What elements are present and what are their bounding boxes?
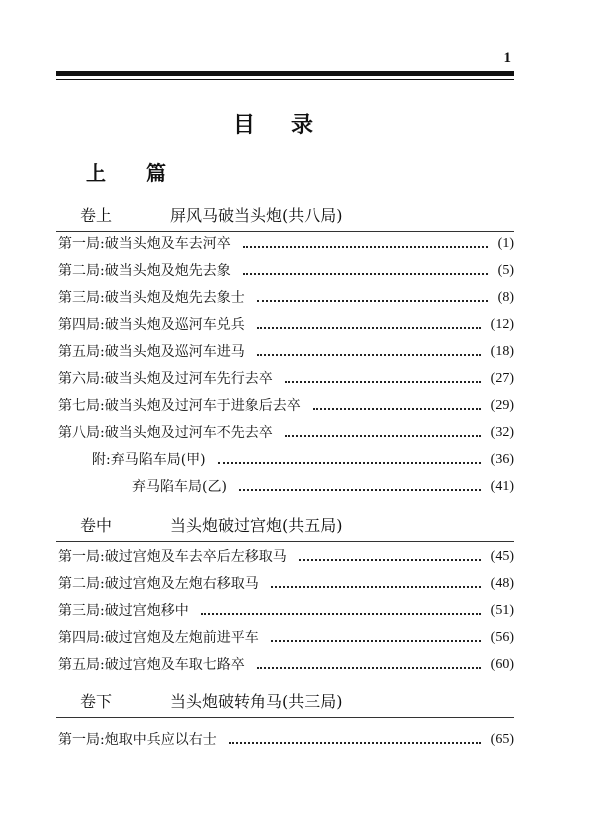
entry-prefix: 第一局 xyxy=(58,236,100,252)
entry-prefix: 第五局 xyxy=(58,657,100,673)
entry-prefix: 第五局 xyxy=(58,344,100,360)
entry-page: (8) xyxy=(497,290,514,305)
entry-prefix: 第一局 xyxy=(58,549,100,565)
toc-entry-appendix[interactable] xyxy=(92,448,514,472)
toc-entry[interactable] xyxy=(58,421,514,445)
entry-text: 破当头炮及炮先去象士 xyxy=(104,290,245,306)
volume-label: 卷下 xyxy=(80,692,113,711)
entry-page: (12) xyxy=(490,317,514,332)
entry-text: 弃马陷车局(甲) xyxy=(110,452,206,468)
page-number: 1 xyxy=(503,50,511,66)
entry-text: 破过宫炮及左炮前进平车 xyxy=(104,630,259,646)
dot-leader xyxy=(257,327,481,329)
entry-text: 破过宫炮及车取七路卒 xyxy=(104,657,245,673)
toc-entry[interactable] xyxy=(58,259,514,283)
entry-page: (45) xyxy=(490,549,514,564)
toc-entry[interactable] xyxy=(58,394,514,418)
entry-text: 破过宫炮及左炮右移取马 xyxy=(104,576,259,592)
dot-leader xyxy=(201,613,481,615)
entry-separator: : xyxy=(106,452,111,468)
entry-page: (36) xyxy=(490,452,514,467)
entry-text: 破当头炮及巡河车兑兵 xyxy=(104,317,245,333)
entry-separator: : xyxy=(100,344,105,360)
toc-entry[interactable] xyxy=(58,313,514,337)
entry-page: (65) xyxy=(490,732,514,747)
entry-separator: : xyxy=(100,657,105,673)
entry-text: 破当头炮及车去河卒 xyxy=(104,236,231,252)
entry-prefix: 第八局 xyxy=(58,425,100,441)
volume-title: 当头炮破过宫炮(共五局) xyxy=(170,516,343,535)
dot-leader xyxy=(257,667,481,669)
entry-separator: : xyxy=(100,549,105,565)
volume-heading-middle xyxy=(80,513,343,536)
dot-leader xyxy=(271,640,481,642)
dot-leader xyxy=(239,489,481,491)
dot-leader xyxy=(313,408,481,410)
entry-page: (18) xyxy=(490,344,514,359)
volume-divider xyxy=(56,717,514,718)
entry-prefix: 第二局 xyxy=(58,576,100,592)
entry-text: 破当头炮及炮先去象 xyxy=(104,263,231,279)
entry-separator: : xyxy=(100,732,105,748)
toc-entry[interactable] xyxy=(58,232,514,256)
dot-leader xyxy=(218,462,481,464)
dot-leader xyxy=(243,273,488,275)
entry-separator: : xyxy=(100,317,105,333)
volume-heading-lower xyxy=(80,689,343,712)
entry-separator: : xyxy=(100,236,105,252)
entry-page: (60) xyxy=(490,657,514,672)
entry-prefix: 第一局 xyxy=(58,732,100,748)
toc-entry[interactable] xyxy=(58,367,514,391)
dot-leader xyxy=(257,300,488,302)
entry-text: 破当头炮及过河车不先去卒 xyxy=(104,425,273,441)
toc-entry[interactable] xyxy=(58,340,514,364)
toc-entry[interactable] xyxy=(58,626,514,650)
toc-entry[interactable] xyxy=(58,728,514,752)
entry-separator: : xyxy=(100,398,105,414)
entry-prefix: 第六局 xyxy=(58,371,100,387)
entry-prefix: 第三局 xyxy=(58,603,100,619)
entry-prefix: 第三局 xyxy=(58,290,100,306)
entry-separator: : xyxy=(100,371,105,387)
entry-separator: : xyxy=(100,603,105,619)
volume-heading-upper xyxy=(80,203,343,226)
toc-entry[interactable] xyxy=(58,545,514,569)
toc-entry[interactable] xyxy=(58,653,514,677)
entry-prefix: 第二局 xyxy=(58,263,100,279)
entry-text: 破过宫炮及车去卒后左移取马 xyxy=(104,549,287,565)
toc-entry-appendix[interactable] xyxy=(132,475,514,499)
entry-text: 破当头炮及巡河车进马 xyxy=(104,344,245,360)
volume-title: 屏风马破当头炮(共八局) xyxy=(170,206,343,225)
entry-separator: : xyxy=(100,263,105,279)
entry-prefix: 附 xyxy=(92,452,106,468)
entry-page: (32) xyxy=(490,425,514,440)
dot-leader xyxy=(229,742,481,744)
toc-entry[interactable] xyxy=(58,286,514,310)
entry-separator: : xyxy=(100,425,105,441)
toc-entry[interactable] xyxy=(58,599,514,623)
part-title: 上篇 xyxy=(86,161,206,185)
entry-text: 破过宫炮移中 xyxy=(104,603,189,619)
dot-leader xyxy=(271,586,481,588)
entry-separator: : xyxy=(100,576,105,592)
dot-leader xyxy=(299,559,481,561)
toc-title: 目录 xyxy=(232,113,349,138)
entry-page: (41) xyxy=(490,479,514,494)
entry-page: (1) xyxy=(497,236,514,251)
header-rule-thick xyxy=(56,71,514,76)
entry-page: (5) xyxy=(497,263,514,278)
toc-entry[interactable] xyxy=(58,572,514,596)
entry-prefix: 第四局 xyxy=(58,630,100,646)
entry-page: (56) xyxy=(490,630,514,645)
entry-page: (48) xyxy=(490,576,514,591)
entry-prefix: 第七局 xyxy=(58,398,100,414)
dot-leader xyxy=(285,381,481,383)
entry-text: 破当头炮及过河车先行去卒 xyxy=(104,371,273,387)
entry-page: (51) xyxy=(490,603,514,618)
dot-leader xyxy=(243,246,488,248)
volume-label: 卷上 xyxy=(80,206,113,225)
volume-title: 当头炮破转角马(共三局) xyxy=(170,692,343,711)
entry-text: 弃马陷车局(乙) xyxy=(132,479,227,495)
entry-separator: : xyxy=(100,290,105,306)
entry-separator: : xyxy=(100,630,105,646)
entry-page: (29) xyxy=(490,398,514,413)
volume-label: 卷中 xyxy=(80,516,113,535)
entry-text: 炮取中兵应以右士 xyxy=(104,732,217,748)
entry-prefix: 第四局 xyxy=(58,317,100,333)
header-rule-thin xyxy=(56,79,514,80)
entry-page: (27) xyxy=(490,371,514,386)
dot-leader xyxy=(285,435,481,437)
volume-divider xyxy=(56,541,514,542)
entry-text: 破当头炮及过河车于进象后去卒 xyxy=(104,398,301,414)
dot-leader xyxy=(257,354,481,356)
